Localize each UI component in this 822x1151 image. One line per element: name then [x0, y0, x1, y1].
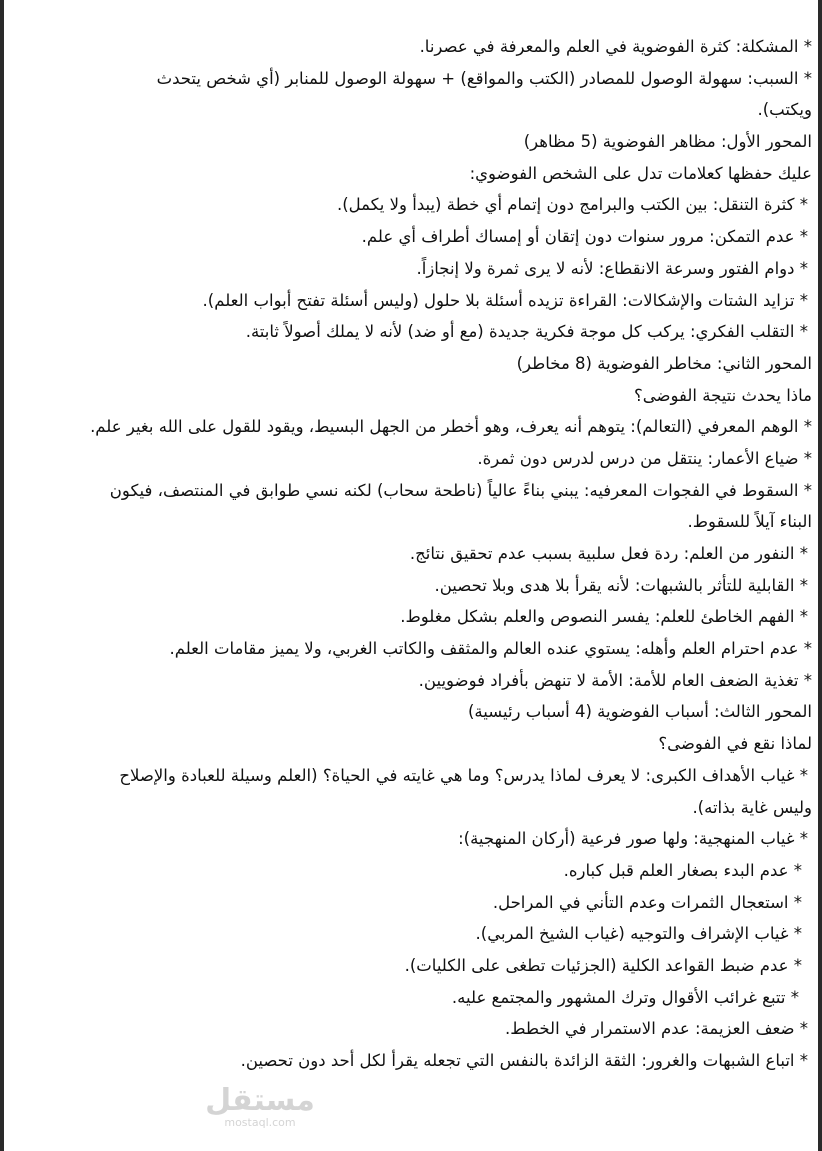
list-item: * غياب الأهداف الكبرى: لا يعرف لماذا يدرس؟ وما هي غايته في الحياة؟ (العلم وسيلة للعبادة والإصلاح	[119, 765, 808, 785]
document-body	[10, 31, 812, 1077]
section-heading-2: المحور الثاني: مخاطر الفوضوية (8 مخاطر)	[516, 353, 812, 373]
list-item-cont: البناء آيلاً للسقوط.	[687, 512, 812, 532]
watermark-arabic: مستقل	[205, 1083, 315, 1118]
section-intro-1: عليك حفظها كعلامات تدل على الشخص الفوضوي:	[469, 163, 812, 183]
list-item: * غياب المنهجية: ولها صور فرعية (أركان المنهجية):	[458, 829, 808, 849]
list-item-cont: وليس غاية بذاته).	[692, 797, 812, 817]
list-item: * تزايد الشتات والإشكالات: القراءة تزيده أسئلة بلا حلول (وليس أسئلة تفتح أبواب العلم).	[202, 290, 808, 310]
cause-line: * السبب: سهولة الوصول للمصادر (الكتب والمواقع) + سهولة الوصول للمنابر (أي شخص يتحدث	[156, 68, 812, 88]
sub-list-item: * غياب الإشراف والتوجيه (غياب الشيخ المربي).	[475, 924, 802, 944]
list-item: * ضياع الأعمار: ينتقل من درس لدرس دون ثمرة.	[477, 448, 812, 468]
list-item: * الفهم الخاطئ للعلم: يفسر النصوص والعلم بشكل مغلوط.	[400, 607, 808, 627]
cause-line-cont: ويكتب).	[757, 100, 812, 120]
problem-line: * المشكلة: كثرة الفوضوية في العلم والمعرفة في عصرنا.	[419, 37, 812, 56]
list-item: * ضعف العزيمة: عدم الاستمرار في الخطط.	[504, 1019, 808, 1039]
left-border	[0, 0, 4, 1151]
sub-list-item: * عدم ضبط القواعد الكلية (الجزئيات تطغى على الكليات).	[404, 955, 802, 975]
list-item: * التقلب الفكري: يركب كل موجة فكرية جديدة (مع أو ضد) لأنه لا يملك أصولاً ثابتة.	[245, 322, 808, 342]
list-item: * النفور من العلم: ردة فعل سلبية بسبب عدم تحقيق نتائج.	[409, 544, 808, 563]
section-intro-2: ماذا يحدث نتيجة الفوضى؟	[633, 385, 812, 405]
sub-list-item: * استعجال الثمرات وعدم التأني في المراحل.	[492, 892, 802, 912]
list-item: * كثرة التنقل: بين الكتب والبرامج دون إتمام أي خطة (يبدأ ولا يكمل).	[336, 195, 808, 215]
list-item: * تغذية الضعف العام للأمة: الأمة لا تنهض بأفراد فوضويين.	[418, 670, 812, 690]
list-item: * عدم التمكن: مرور سنوات دون إتقان أو إمساك أطراف أي علم.	[361, 227, 808, 247]
mostaql-watermark	[205, 1085, 315, 1129]
section-heading-1: المحور الأول: مظاهر الفوضوية (5 مظاهر)	[523, 132, 812, 152]
sub-list-item: * تتبع غرائب الأقوال وترك المشهور والمجتمع عليه.	[451, 987, 799, 1007]
list-item: * اتباع الشبهات والغرور: الثقة الزائدة بالنفس التي تجعله يقرأ لكل أحد دون تحصين.	[240, 1051, 808, 1070]
list-item: * عدم احترام العلم وأهله: يستوي عنده العالم والمثقف والكاتب الغربي، ولا يميز مقامات العلم.	[169, 639, 812, 659]
right-border	[818, 0, 822, 1151]
section-intro-3: لماذا نقع في الفوضى؟	[658, 734, 812, 754]
section-heading-3: المحور الثالث: أسباب الفوضوية (4 أسباب رئيسية)	[468, 702, 812, 722]
list-item: * القابلية للتأثر بالشبهات: لأنه يقرأ بلا هدى وبلا تحصين.	[434, 575, 808, 595]
list-item: * الوهم المعرفي (التعالم): يتوهم أنه يعرف، وهو أخطر من الجهل البسيط، ويقود للقول على الله بغير علم.	[90, 417, 812, 437]
list-item: * السقوط في الفجوات المعرفيه: يبني بناءً عالياً (ناطحة سحاب) لكنه نسي طوابق في المنتصف، فيكون	[109, 480, 812, 500]
watermark-latin: mostaql.com	[224, 1116, 296, 1129]
list-item: * دوام الفتور وسرعة الانقطاع: لأنه لا يرى ثمرة ولا إنجازاً.	[416, 258, 808, 278]
sub-list-item: * عدم البدء بصغار العلم قبل كباره.	[563, 860, 802, 880]
